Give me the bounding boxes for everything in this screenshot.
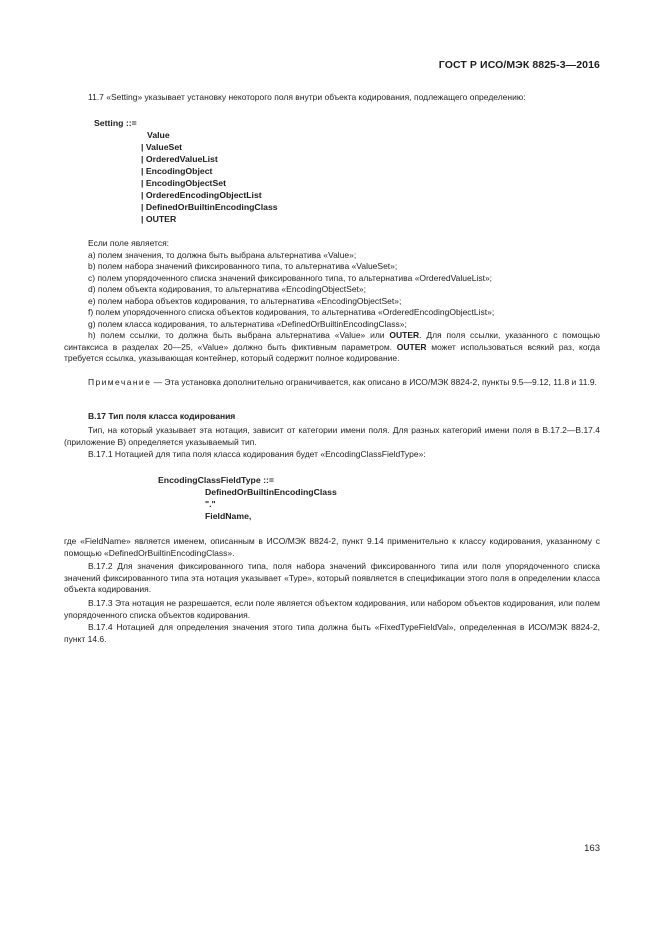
- b17-1-paragraph: B.17.1 Нотацией для типа поля класса кодирования будет «EncodingClassFieldType»:: [88, 449, 426, 459]
- setting-alt: | EncodingObjectSet: [141, 178, 226, 188]
- setting-grammar-head: Setting ::=: [94, 118, 137, 128]
- setting-grammar-first: Value: [147, 130, 170, 140]
- setting-alt: | ValueSet: [141, 142, 183, 152]
- setting-alt: | OrderedValueList: [141, 154, 218, 164]
- note: [64, 377, 600, 389]
- ecft-head: EncodingClassFieldType ::=: [158, 475, 274, 485]
- ecft-line: DefinedOrBuiltinEncodingClass: [205, 487, 337, 497]
- if-field-label: Если поле является:: [88, 238, 170, 248]
- list-item: a) полем значения, то должна быть выбрана альтернатива «Value»;: [88, 249, 357, 260]
- ecft-line: FieldName,: [205, 511, 252, 521]
- page-number: 163: [584, 843, 600, 854]
- setting-alt: | OrderedEncodingObjectList: [141, 190, 262, 200]
- field-alternatives-list: [64, 238, 600, 365]
- list-item: e) полем набора объектов кодирования, то альтернатива «EncodingObjectSet»;: [88, 295, 402, 306]
- list-item: b) полем набора значений фиксированного типа, то альтернатива «ValueSet»;: [88, 261, 398, 271]
- setting-alt: | EncodingObject: [141, 166, 213, 176]
- list-item-h: h) полем ссылки, то должна быть выбрана альтернатива «Value» или OUTER. Для поля ссылки, указанного с помощью синтаксиса в разделах 20—25, «Value» должно быть фиктивным параметром. OUTER может использоваться всякий раз, когда требуется ссылка, указывающая контейнер, который содержит полное кодирование.: [64, 330, 600, 363]
- note-label: Примечание: [88, 377, 152, 387]
- setting-alt: | OUTER: [141, 214, 177, 224]
- list-item: f) полем упорядоченного списка объектов кодирования, то альтернатива «OrderedEncodingObjectList»;: [88, 307, 495, 317]
- document-header: ГОСТ Р ИСО/МЭК 8825-3—2016: [438, 59, 600, 71]
- outer-keyword: OUTER: [396, 341, 427, 352]
- b17-paragraph: Тип, на который указывает эта нотация, зависит от категории имени поля. Для разных категорий имени поля в B.17.2—B.17.4 (приложение B) определяется указываемый тип.: [64, 425, 600, 447]
- outer-keyword: OUTER: [389, 330, 420, 340]
- b17-3-paragraph: B.17.3 Эта нотация не разрешается, если поле является объектом кодирования, или набором объектов кодирования, или полем упорядоченного списка объектов кодирования.: [64, 598, 600, 620]
- list-item: d) полем объекта кодирования, то альтернатива «EncodingObjectSet»;: [88, 284, 367, 294]
- setting-alt: | DefinedOrBuiltinEncodingClass: [141, 202, 278, 212]
- list-item: g) полем класса кодирования, то альтернатива «DefinedOrBuiltinEncodingClass»;: [88, 318, 407, 329]
- b17-2-paragraph: B.17.2 Для значения фиксированного типа, поля набора значений фиксированного типа или поля упорядоченного списка значений фиксированного типа эта нотация указывает «Type», который появляется в спецификации этого поля в определении класса объекта кодирования.: [64, 561, 600, 594]
- setting-grammar: [64, 117, 600, 225]
- note-text: — Эта установка дополнительно ограничивается, как описано в ИСО/МЭК 8824-2, пункты 9.5—9.12, 11.8 и 11.9.: [151, 377, 597, 387]
- section-title: B.17 Тип поля класса кодирования: [88, 411, 236, 421]
- encoding-class-field-type-grammar: [64, 474, 600, 522]
- b17-4-paragraph: B.17.4 Нотацией для определения значения этого типа должна быть «FixedTypeFieldVal», определенная в ИСО/МЭК 8824-2, пункт 14.6.: [64, 622, 600, 644]
- ecft-line: ".": [205, 499, 216, 509]
- intro-paragraph: 11.7 «Setting» указывает установку некоторого поля внутри объекта кодирования, подлежащего определению:: [88, 92, 526, 102]
- list-item: c) полем упорядоченного списка значений фиксированного типа, то альтернатива «OrderedValueList»;: [88, 272, 493, 283]
- fieldname-paragraph: где «FieldName» является именем, описанным в ИСО/МЭК 8824-2, пункт 9.14 применительно к классу кодирования, указанному с помощью «DefinedOrBuiltinEncodingClass».: [64, 536, 600, 558]
